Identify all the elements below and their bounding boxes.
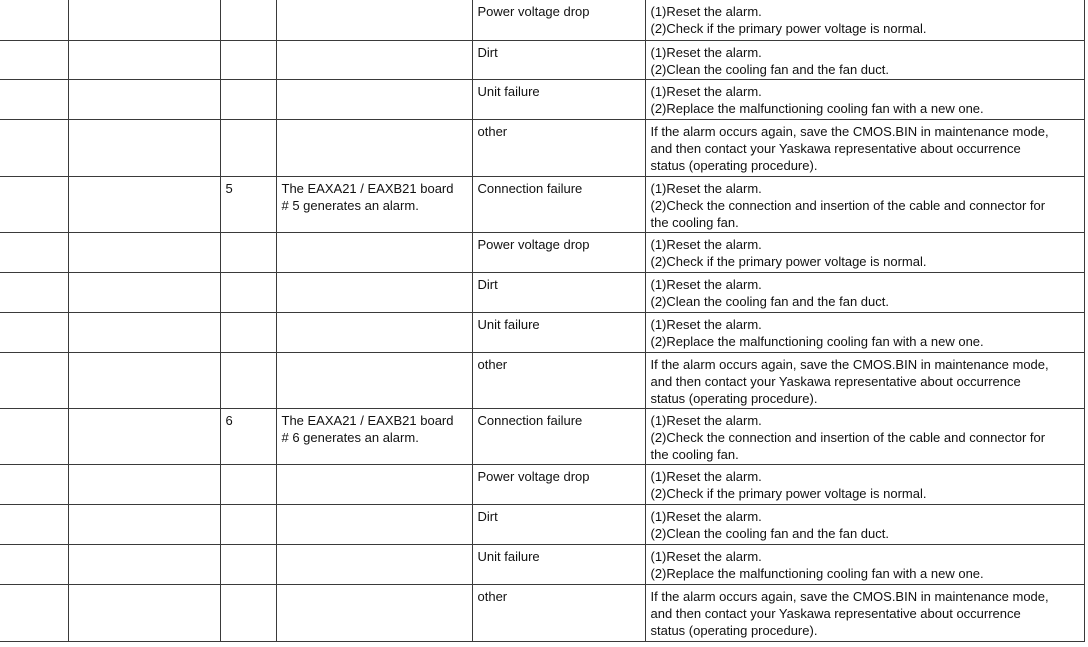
category-cell [0,272,68,312]
cause-cell: Unit failure [472,544,645,584]
cause-cell: Connection failure [472,176,645,232]
sub-code-cell [220,79,276,119]
alarm-name-cell [68,40,220,79]
sub-code-cell: 6 [220,408,276,464]
remedy-cell: (1)Reset the alarm. (2)Check if the primary power voltage is normal. [645,464,1084,504]
alarm-name-cell [68,272,220,312]
remedy-cell: (1)Reset the alarm. (2)Replace the malfunctioning cooling fan with a new one. [645,544,1084,584]
description-cell [276,584,472,641]
remedy-cell: (1)Reset the alarm. (2)Clean the cooling fan and the fan duct. [645,272,1084,312]
sub-code-cell [220,0,276,40]
cause-cell: Power voltage drop [472,464,645,504]
table-row [0,352,1084,408]
description-cell: The EAXA21 / EAXB21 board # 6 generates an alarm. [276,408,472,464]
sub-code-cell: 5 [220,176,276,232]
sub-code-cell [220,119,276,176]
remedy-cell: If the alarm occurs again, save the CMOS.BIN in maintenance mode, and then contact your Yaskawa representative about occurrence status (operating procedure). [645,352,1084,408]
table-row [0,544,1084,584]
table-row [0,272,1084,312]
sub-code-cell [220,544,276,584]
alarm-name-cell [68,464,220,504]
sub-code-cell [220,504,276,544]
description-cell [276,232,472,272]
sub-code-cell [220,312,276,352]
description-cell [276,272,472,312]
category-cell [0,504,68,544]
description-cell: The EAXA21 / EAXB21 board # 5 generates an alarm. [276,176,472,232]
table-row [0,504,1084,544]
description-cell [276,352,472,408]
alarm-name-cell [68,232,220,272]
category-cell [0,408,68,464]
remedy-cell: (1)Reset the alarm. (2)Check if the primary power voltage is normal. [645,232,1084,272]
alarm-name-cell [68,504,220,544]
category-cell [0,119,68,176]
description-cell [276,0,472,40]
category-cell [0,352,68,408]
sub-code-cell [220,40,276,79]
category-cell [0,40,68,79]
cause-cell: Dirt [472,504,645,544]
category-cell [0,544,68,584]
description-cell [276,79,472,119]
category-cell [0,79,68,119]
remedy-cell: (1)Reset the alarm. (2)Replace the malfunctioning cooling fan with a new one. [645,312,1084,352]
alarm-name-cell [68,119,220,176]
cause-cell: Dirt [472,272,645,312]
description-cell [276,119,472,176]
category-cell [0,232,68,272]
remedy-cell: If the alarm occurs again, save the CMOS.BIN in maintenance mode, and then contact your Yaskawa representative about occurrence status (operating procedure). [645,119,1084,176]
sub-code-cell [220,584,276,641]
cause-cell: Power voltage drop [472,0,645,40]
alarm-name-cell [68,312,220,352]
description-cell [276,544,472,584]
sub-code-cell [220,232,276,272]
cause-cell: other [472,352,645,408]
category-cell [0,464,68,504]
category-cell [0,584,68,641]
sub-code-cell [220,272,276,312]
cause-cell: Unit failure [472,312,645,352]
remedy-cell: (1)Reset the alarm. (2)Clean the cooling fan and the fan duct. [645,504,1084,544]
sub-code-cell [220,464,276,504]
alarm-name-cell [68,408,220,464]
category-cell [0,176,68,232]
remedy-cell: (1)Reset the alarm. (2)Check if the primary power voltage is normal. [645,0,1084,40]
cause-cell: Power voltage drop [472,232,645,272]
alarm-name-cell [68,176,220,232]
alarm-name-cell [68,584,220,641]
table-row [0,119,1084,176]
table-row [0,464,1084,504]
alarm-name-cell [68,544,220,584]
description-cell [276,40,472,79]
sub-code-cell [220,352,276,408]
cause-cell: Connection failure [472,408,645,464]
table-row [0,584,1084,641]
remedy-cell: (1)Reset the alarm. (2)Check the connection and insertion of the cable and connector for the cooling fan. [645,176,1084,232]
description-cell [276,464,472,504]
remedy-cell: (1)Reset the alarm. (2)Replace the malfunctioning cooling fan with a new one. [645,79,1084,119]
category-cell [0,0,68,40]
cause-cell: Unit failure [472,79,645,119]
alarm-name-cell [68,79,220,119]
table-row [0,176,1084,232]
table-row [0,40,1084,79]
table-row [0,232,1084,272]
remedy-cell: (1)Reset the alarm. (2)Check the connection and insertion of the cable and connector for the cooling fan. [645,408,1084,464]
table-row [0,0,1084,40]
remedy-cell: (1)Reset the alarm. (2)Clean the cooling fan and the fan duct. [645,40,1084,79]
cause-cell: other [472,584,645,641]
alarm-name-cell [68,0,220,40]
remedy-cell: If the alarm occurs again, save the CMOS.BIN in maintenance mode, and then contact your Yaskawa representative about occurrence status (operating procedure). [645,584,1084,641]
alarm-name-cell [68,352,220,408]
description-cell [276,312,472,352]
description-cell [276,504,472,544]
cause-cell: Dirt [472,40,645,79]
cause-cell: other [472,119,645,176]
category-cell [0,312,68,352]
table-row [0,408,1084,464]
table-row [0,79,1084,119]
table-row [0,312,1084,352]
